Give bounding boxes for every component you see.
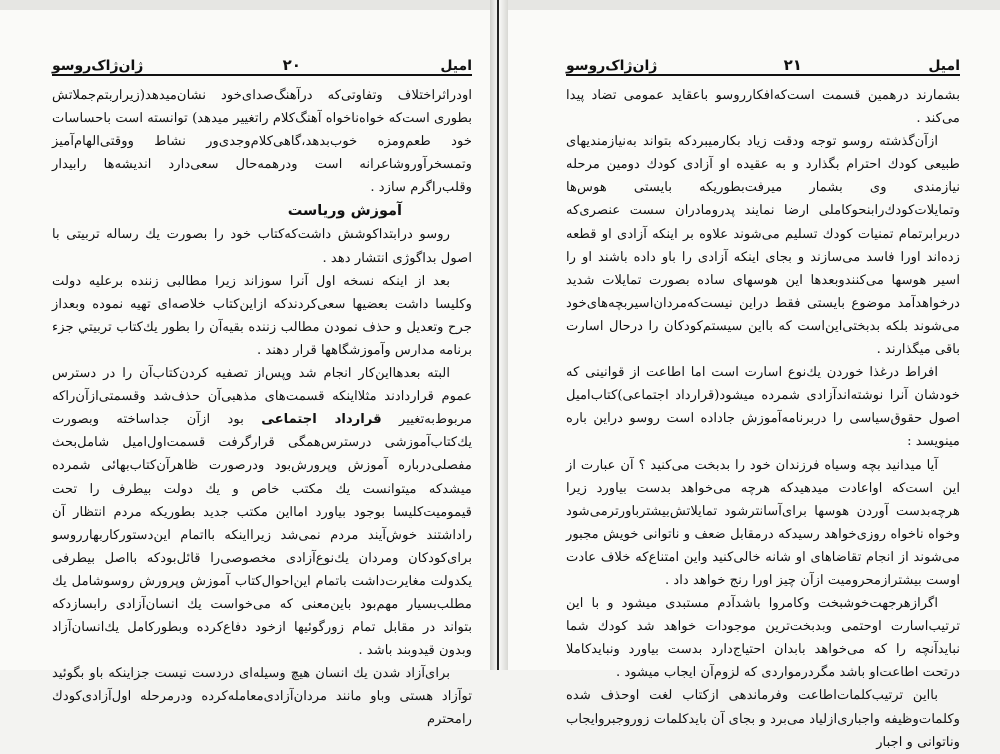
paragraph: افراط درغذا خوردن يك‌نوع اسارت است اما اطاعت از قوانینی که خودشان آنرا نوشته‌اندآزادی شمرده میشود(قرارداد اجتماعی)کتاب‌امیل اصول حقوق‌سیاسی را دربرنامه‌آموزش جاداده است روسو دراین باره مینویسد : [566,365,960,450]
section-title: آموزش وریاست [287,203,402,220]
right-page-number: ۲۱ [783,56,802,74]
left-book-title: امیل [440,58,472,74]
right-page-header [566,48,960,76]
book-gutter [490,0,508,670]
left-page [0,10,490,728]
paragraph: بااین ترتیب‌کلمات‌اطاعت وفرماندهی ازکتاب لغت اوحذف شده وکلمات‌وظیفه واجباری‌ازلیاد می‌برد و بجای آن بایدکلمات زوروجبر‌وایجاب وناتوانی و اجبار [566,688,960,750]
left-author-name: ژان‌ژاک‌روسو [52,58,144,74]
paragraph: بعد از اینکه نسخه اول آنرا سوزاند زیرا مطالبی زننده برعلیه دولت وکلیسا داشت بعضیها سعی‌کردندکه ازاین‌کتاب خلاصه‌ای تهیه نموده وبعداز جرح وتعدیل و حذف نمودن مطالب زننده بقیه‌آن را بطور يك‌كتاب تربيتي جزء برنامه مدارس وآموزشگاهها قرار دهند . [52,273,472,358]
right-page [508,10,1000,750]
left-page-header [52,48,472,76]
paragraph-text: بود ازآن جداساخته وبصورت يك‌كتاب‌آموزشی درسترس‌همگی قرارگرفت قسمت‌اول‌امیل شامل‌بحث مفصلی‌درباره آموزش وپرورش‌بود ودرصورت ظاهرآن‌کتاب‌بهائی شمرده میشدکه میتوانست يك مكتب خاص و يك دولت بيطرف را تحت قیمومیت‌کلیسا بوجود بیاورد امااین مکتب جدید بطوریکه مردم انتظار آن راداشتند خوش‌آیند مردم نمی‌شد زیرااینکه بااتمام این‌دستورکار‌بهارروسو برای‌کودکان ومردان يك‌نوع‌آزادی مخصوصی‌را قائل‌بودکه بااصل بیطرفی یکدولت مغایرت‌داشت باتمام این‌احوال‌کتاب آموزش وپرورش روسوشامل يك مطلب‌بسيار مهم‌بود باين‌معنى كه می‌خواست يك انسان‌آزادی رابسازدکه بتواند در مقابل تمام زورگوئیها ازخود دفاع‌کرده وبطور‌کامل يك‌انسان‌آزاد وبدون قیدوبند باشد . [52,412,472,659]
left-page-number: ۲۰ [282,56,301,74]
paragraph: اودرا‌ثر‌اختلاف و‌تفاوتی‌که‌ در‌آهنگ‌صدای‌خود نشان‌میدهد(زیرا‌ربتم‌جملاتش بطوری است‌که خواه‌ناخواه آهنگ‌کلام را‌تغییر میدهد) توانسته است باحساسات خود طعم‌ومزه خوب‌بدهد،گاهی‌کلام‌وجدی‌ور نشاط ووقتی‌الهام‌آمیز و‌تمسخر‌آوروشاعرانه است ودرهمه‌حال سعی‌دارد اندیشه‌ها رابیدار وقلب‌راگرم سازد . [52,88,472,196]
paragraph [52,362,472,662]
gutter-line [497,0,499,670]
inline-bold-term: قرارداد اجتماعی [261,412,382,428]
right-book-title: امیل [928,58,960,74]
paragraph: روسو درابتداکوشش داشت‌که‌کتاب خود را بصورت یك رساله تربیتی با اصول بداگوژی انتشار دهد . [52,227,472,266]
right-page-body [566,84,960,754]
right-author-name: ژان‌ژاک‌روسو [566,58,658,74]
paragraph: اگرازهرجهت‌خوشبخت وکامروا باشدآدم مستبدی میشود و با این ترتیب‌اسارت اوحتمی وبدبخت‌ترین موجودات خواهد شد کودك شما نبایدآنچه را که می‌خواهد بابدان احتیاج‌دارد بدست بیاورد ونبایدکاملا درتحت اطاعت‌او باشد مگر‌درمواردی که لزوم‌آن ایجاب میشود . [566,596,960,681]
paragraph-text: البته بعدهااین‌کار انجام شد وپس‌از تصفیه کردن‌کتاب‌آن را در دسترس عموم قراردادند مثلا‌اینکه قسمت‌های مذهبی‌آن حذف‌شد وقسمتی‌ازآن‌راکه مربوط‌به‌تغییر [52,366,473,428]
paragraph: بشمارند درهمین قسمت است‌که‌افکارروسو باعقاید عمومی تضاد پیدا می‌کند . [566,88,960,127]
left-page-body [52,84,472,732]
paragraph: ازآن‌گذشته روسو توجه ودقت زیاد بکارمیبرد‌که بتواند به‌نیازمندیهای طبیعی کودك احترام بگذارد و به عقیده او آزادی کودك دومین مرحله نیازمندی وی بشمار میرفت‌بطوریکه بایستی هوس‌ها و‌تمایلات‌کودك‌را‌بنحوکاملی ارضا نمایند پدرومادران سست عنصری‌که دربرابر‌تمام تمنیات کودك تسلیم می‌شوند علاوه بر اینکه آزادی او قطعه‌ زده‌اند اورا فاسد می‌سازند و بجای اینکه آزادی را باو داده باشند او را اسیر هوسها می‌کنندوبعدها این هوسهای ساده بصورت تمایلات شدید درخواهدآمد موضوع بایستی فقط دراین نیست‌که‌مردان‌اسیر‌بچه‌های‌خود می‌شوند بلکه بدبختی‌این‌است که بااین سیستم‌کودکان را درحال اسارت باقی میگذارند . [566,134,960,358]
paragraph: برای‌آزاد شدن يك انسان هیچ وسیله‌ای دردست نیست جزاینکه باو بگوئید توآزاد هستی وباو مانند مردان‌آزادی‌معامله‌کرده ودرمرحله اول‌آزادی‌کودك رامحترم [52,666,472,728]
paragraph: آیا میدانید بچه وسیاه فرزندان خود را بدبخت می‌کنید ؟ آن عبارت از این است‌که او‌اعادت میدهیدکه هرچه می‌خواهد بدست بیاورد زیرا هرچه‌بدست آوردن هوسها برای‌آسانترشود تمایلاتش‌بیشتر‌باورتر‌می‌شود وخواه ناخواه روزی‌خواهد رسیدکه درمقابل ضعف و ناتوانی خویش مجبور می‌شوند از انجام تقاضاهای او شانه خالی‌کنید واین امتناع‌که خلاف عادت اوست بیشتر‌ازمحرومیت ازآن چیز اورا رنج خواهد داد . [566,457,960,588]
